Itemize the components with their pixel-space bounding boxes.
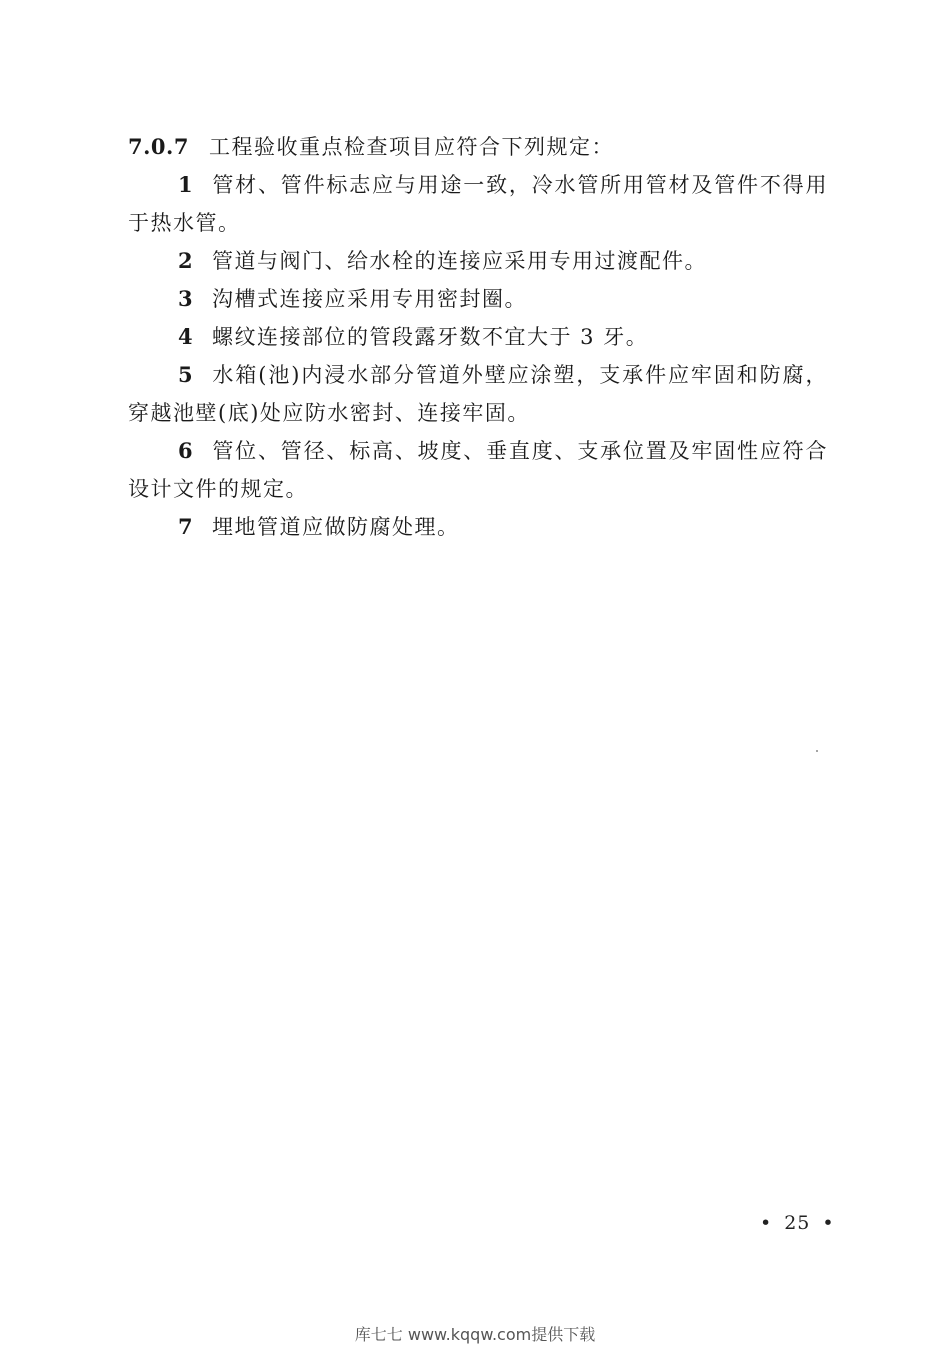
item-text: 管位、管径、标高、坡度、垂直度、支承位置及牢固性应符合设计文件的规定。 — [128, 439, 828, 501]
item-number: 6 — [178, 438, 195, 463]
list-item — [128, 508, 828, 546]
download-watermark: 库七七 www.kqqw.com提供下载 — [354, 1325, 596, 1344]
clause-title: 工程验收重点检查项目应符合下列规定： — [208, 135, 614, 159]
list-item — [128, 242, 828, 280]
item-number: 5 — [178, 362, 195, 387]
item-number: 1 — [178, 172, 195, 197]
item-number: 3 — [178, 286, 195, 311]
scan-speck — [816, 750, 818, 752]
bullet-dot: • — [760, 1212, 773, 1234]
clause-7-0-7 — [128, 128, 828, 546]
list-item — [128, 280, 828, 318]
page-number — [748, 1212, 847, 1234]
item-text: 埋地管道应做防腐处理。 — [212, 515, 460, 539]
item-number: 7 — [178, 514, 195, 539]
list-item — [128, 432, 828, 508]
clause-heading — [128, 128, 828, 166]
list-item — [128, 318, 828, 356]
item-text: 沟槽式连接应采用专用密封圈。 — [212, 287, 527, 311]
item-text: 管道与阀门、给水栓的连接应采用专用过渡配件。 — [212, 249, 707, 273]
page-number-value: 25 — [784, 1212, 811, 1234]
item-text: 螺纹连接部位的管段露牙数不宜大于 3 牙。 — [212, 325, 649, 349]
item-text: 管材、管件标志应与用途一致，冷水管所用管材及管件不得用于热水管。 — [128, 173, 828, 235]
clause-number: 7.0.7 — [128, 134, 189, 159]
item-number: 4 — [178, 324, 195, 349]
item-number: 2 — [178, 248, 195, 273]
item-text: 水箱(池)内浸水部分管道外壁应涂塑，支承件应牢固和防腐，穿越池壁(底)处应防水密封、连接牢固。 — [128, 363, 828, 425]
bullet-dot: • — [822, 1212, 835, 1234]
list-item — [128, 166, 828, 242]
list-item — [128, 356, 828, 432]
